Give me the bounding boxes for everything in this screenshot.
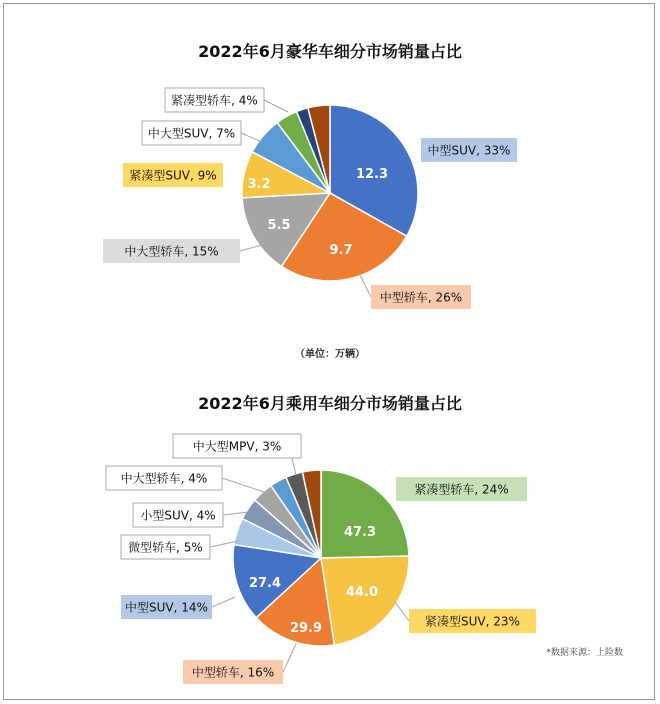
- slice-category-label: 小型SUV, 4%: [140, 508, 216, 523]
- slice-value-label: 27.4: [248, 576, 282, 591]
- pie-luxury: [242, 105, 418, 281]
- slice-value-label: 3.2: [247, 177, 271, 192]
- slice-value-label: 47.3: [343, 525, 377, 540]
- source-note: *数据来源：上险数: [546, 648, 623, 658]
- slice-value-label: 5.5: [267, 218, 291, 233]
- leader-line: [222, 478, 267, 493]
- unit-note: （单位：万辆）: [295, 349, 365, 360]
- slice-category-label: 中大型SUV, 7%: [147, 126, 236, 141]
- slice-category-label: 微型轿车, 5%: [128, 540, 203, 555]
- slice-category-label: 中型轿车, 26%: [379, 290, 463, 305]
- leader-line: [240, 245, 262, 251]
- slice-category-label: 中型轿车, 16%: [191, 665, 275, 680]
- slice-value-label: 44.0: [345, 585, 379, 600]
- slice-value-label: 29.9: [289, 621, 323, 636]
- pie-passenger: [233, 470, 409, 646]
- slice-value-label: 9.7: [329, 243, 353, 258]
- leader-line: [264, 100, 288, 112]
- slice-category-label: 中大型轿车, 15%: [124, 244, 219, 259]
- leader-line: [292, 458, 296, 475]
- pie-slice-1-0: [321, 470, 409, 558]
- pie-slice-1-1: [321, 556, 409, 645]
- slice-category-label: 紧凑型轿车, 4%: [171, 93, 258, 108]
- slice-category-label: 紧凑型SUV, 9%: [129, 168, 217, 183]
- slice-category-label: 中型SUV, 14%: [125, 600, 208, 615]
- leader-line: [395, 602, 409, 621]
- leader-line: [241, 133, 262, 142]
- slice-category-label: 中型SUV, 33%: [427, 143, 511, 158]
- slice-value-label: 12.3: [355, 167, 389, 182]
- leader-line: [283, 644, 296, 672]
- slice-category-label: 中大型轿车, 4%: [120, 471, 208, 486]
- slice-category-label: 紧凑型轿车, 24%: [414, 482, 509, 497]
- chart-title-passenger: 2022年6月乘用车细分市场销量占比: [198, 394, 462, 413]
- slice-category-label: 紧凑型SUV, 23%: [425, 614, 520, 629]
- slice-category-label: 中大型MPV, 3%: [192, 439, 282, 454]
- leader-line: [360, 275, 371, 297]
- chart-title-luxury: 2022年6月豪华车细分市场销量占比: [198, 42, 462, 61]
- leader-line: [212, 597, 235, 607]
